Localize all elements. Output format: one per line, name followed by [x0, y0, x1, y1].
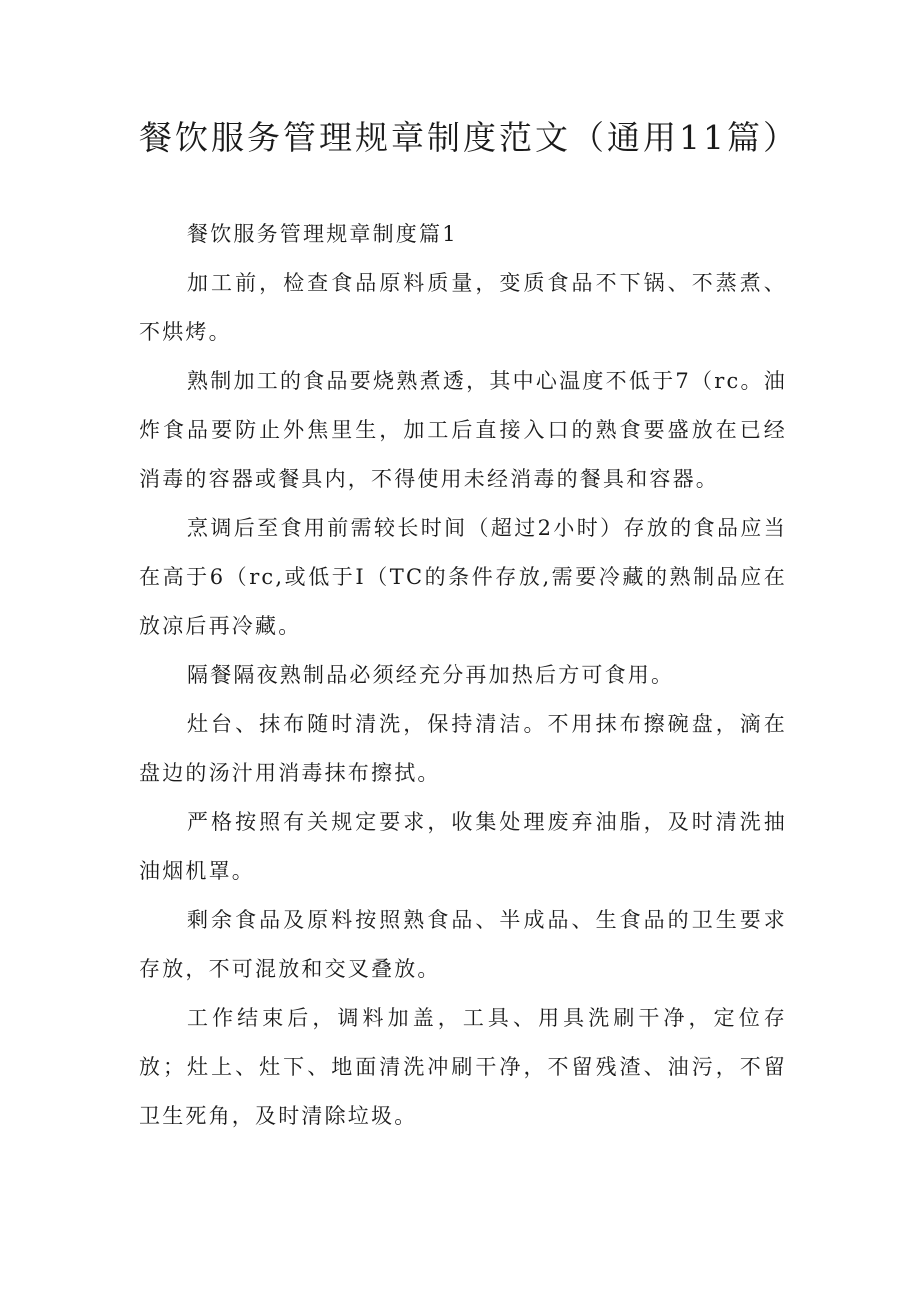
section-heading: 餐饮服务管理规章制度篇1 [187, 222, 458, 246]
paragraph: 加工前，检查食品原料质量，变质食品不下锅、不蒸煮、不烘烤。 [139, 271, 787, 344]
paragraph: 工作结束后，调料加盖，工具、用具洗刷干净，定位存放；灶上、灶下、地面清洗冲刷干净，不留残渣、油污，不留卫生死角，及时清除垃圾。 [139, 1006, 787, 1128]
paragraph: 熟制加工的食品要烧熟煮透，其中心温度不低于7（rc。油炸食品要防止外焦里生，加工后直接入口的熟食要盛放在已经消毒的容器或餐具内，不得使用未经消毒的餐具和容器。 [139, 369, 787, 491]
document-body [139, 210, 787, 1141]
paragraph: 烹调后至食用前需较长时间（超过2小时）存放的食品应当在高于6（rc,或低于I（TC的条件存放,需要冷藏的熟制品应在放凉后再冷藏。 [139, 516, 787, 638]
paragraph: 剩余食品及原料按照熟食品、半成品、生食品的卫生要求存放，不可混放和交叉叠放。 [139, 908, 787, 981]
paragraph: 隔餐隔夜熟制品必须经充分再加热后方可食用。 [187, 663, 675, 687]
paragraph: 灶台、抹布随时清洗，保持清洁。不用抹布擦碗盘，滴在盘边的汤汁用消毒抹布擦拭。 [139, 712, 787, 785]
paragraph: 严格按照有关规定要求，收集处理废弃油脂，及时清洗抽油烟机罩。 [139, 810, 787, 883]
document-title: 餐饮服务管理规章制度范文（通用11篇） [139, 118, 799, 157]
